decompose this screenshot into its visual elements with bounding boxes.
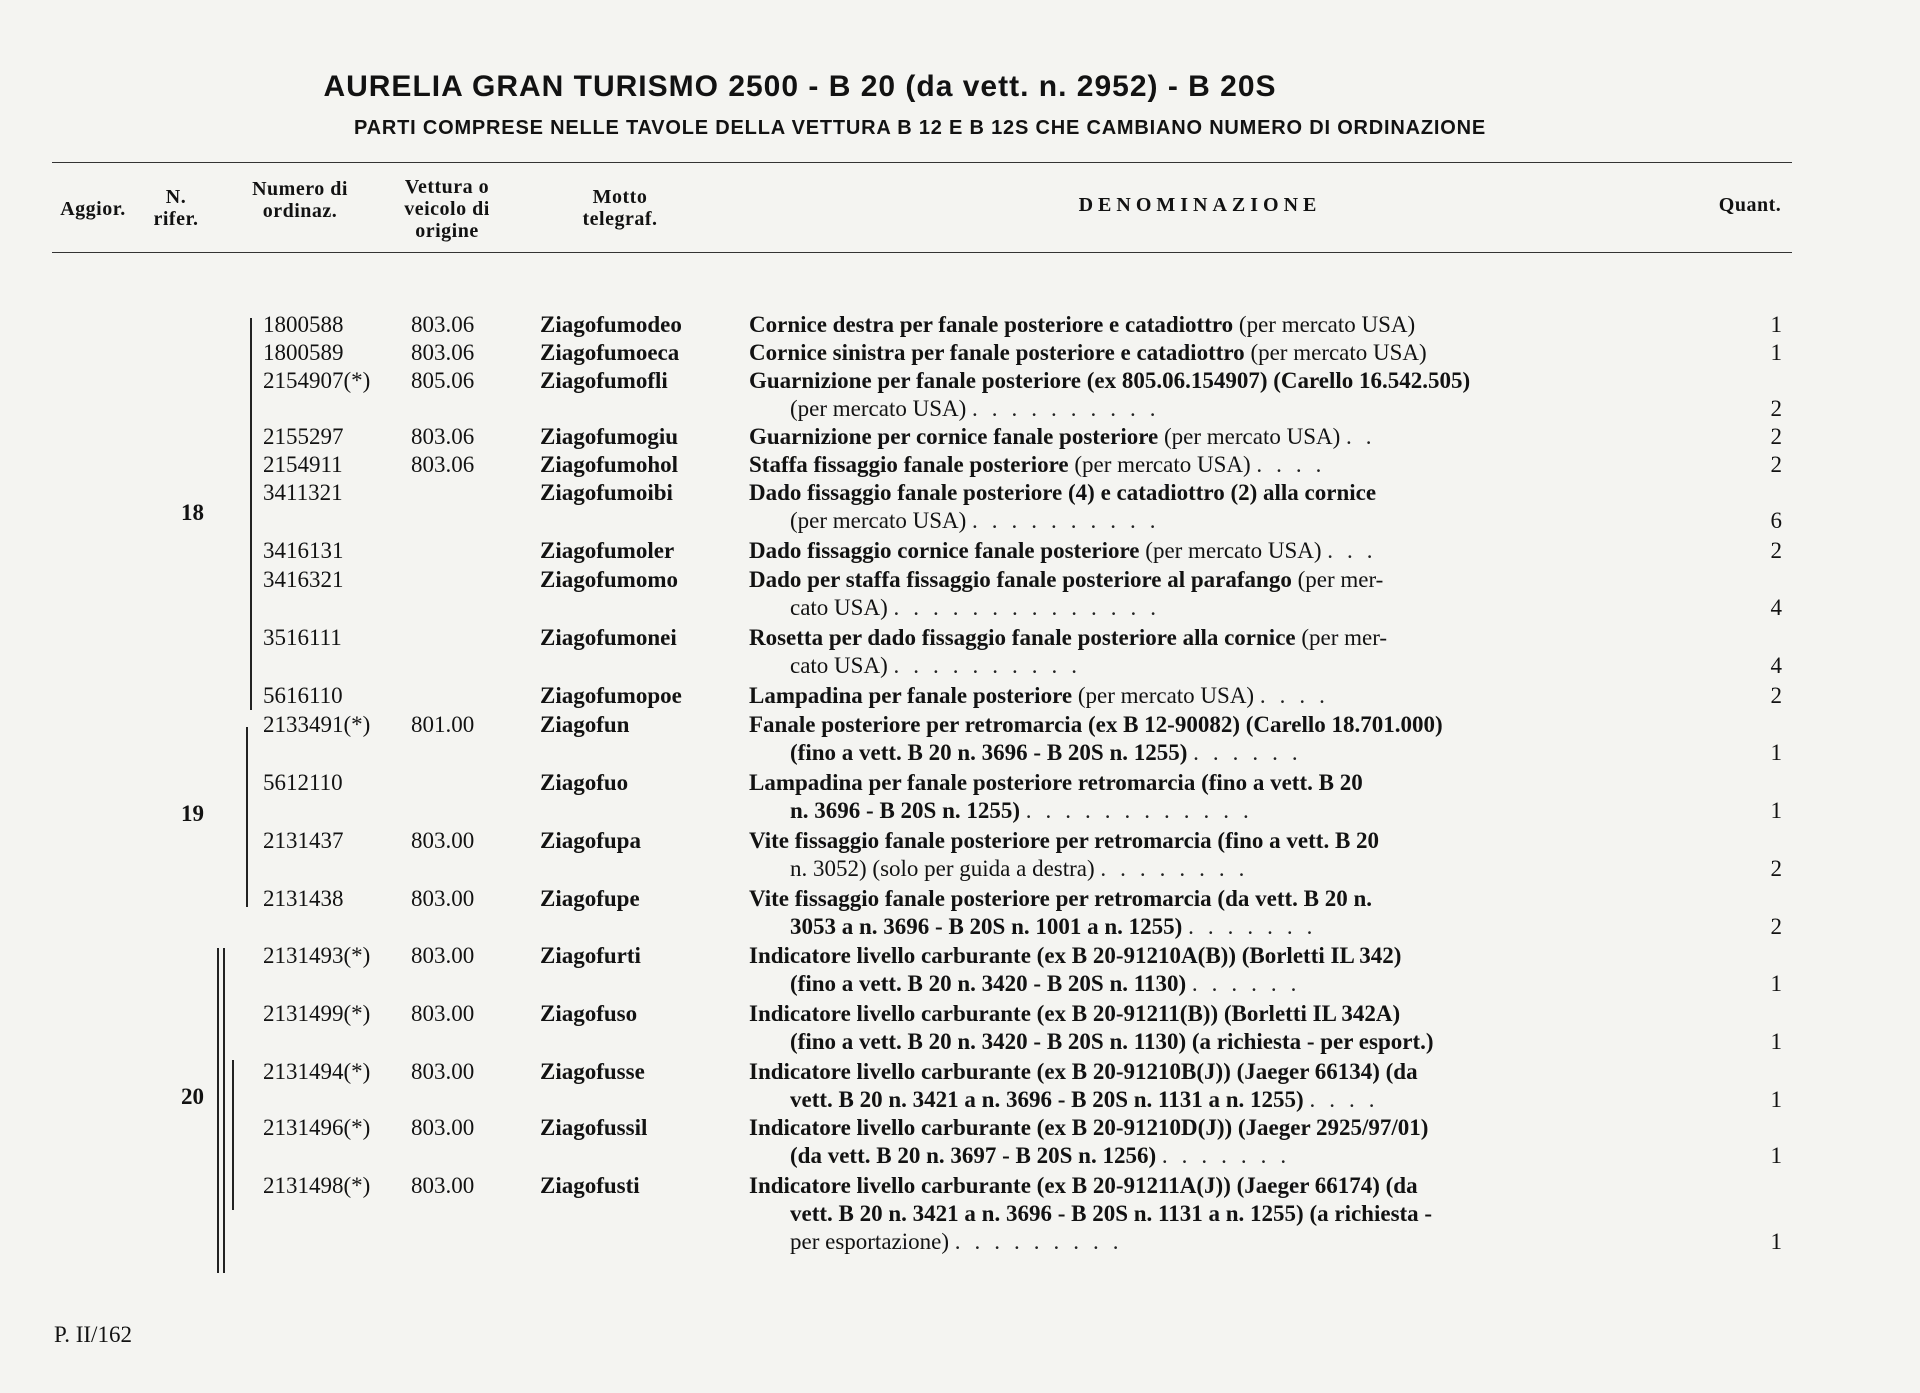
group-bracket bbox=[246, 727, 248, 907]
telegraph-code: Ziagofumoler bbox=[540, 538, 675, 563]
telegraph-code: Ziagofumonei bbox=[540, 625, 677, 650]
order-number: 3416131 bbox=[263, 538, 344, 563]
quantity: 4 bbox=[1770, 653, 1782, 678]
description: Lampadina per fanale posteriore (per mercato USA) .... bbox=[749, 683, 1339, 708]
quantity: 1 bbox=[1770, 1229, 1782, 1254]
telegraph-code: Ziagofumopoe bbox=[540, 683, 682, 708]
quantity: 2 bbox=[1770, 424, 1782, 449]
order-number: 2131499(*) bbox=[263, 1001, 371, 1026]
description: Vite fissaggio fanale posteriore per retromarcia (fino a vett. B 20 bbox=[749, 828, 1380, 853]
description: Indicatore livello carburante (ex B 20-91210B(J)) (Jaeger 66134) (da bbox=[749, 1059, 1418, 1084]
group-bracket bbox=[217, 948, 219, 1273]
description: Guarnizione per fanale posteriore (ex 805.06.154907) (Carello 16.542.505) bbox=[749, 368, 1471, 393]
description-continuation: (per mercato USA) .......... bbox=[790, 508, 1170, 533]
vehicle-origin: 803.00 bbox=[411, 1059, 475, 1084]
order-number: 2131437 bbox=[263, 828, 344, 853]
telegraph-code: Ziagofurti bbox=[540, 943, 641, 968]
telegraph-code: Ziagofuo bbox=[540, 770, 629, 795]
quantity: 1 bbox=[1770, 1087, 1782, 1112]
description-continuation: vett. B 20 n. 3421 a n. 3696 - B 20S n. 1131 a n. 1255) .... bbox=[790, 1087, 1389, 1112]
order-number: 5612110 bbox=[263, 770, 343, 795]
telegraph-code: Ziagofumogiu bbox=[540, 424, 679, 449]
order-number: 2131498(*) bbox=[263, 1173, 371, 1198]
vehicle-origin: 805.06 bbox=[411, 368, 475, 393]
telegraph-code: Ziagofumohol bbox=[540, 452, 679, 477]
description: Indicatore livello carburante (ex B 20-91211(B)) (Borletti IL 342A) bbox=[749, 1001, 1401, 1026]
header-vettura: Vettura o veicolo di origine bbox=[404, 176, 490, 242]
telegraph-code: Ziagofumomo bbox=[540, 567, 678, 592]
telegraph-code: Ziagofumofli bbox=[540, 368, 668, 393]
group-bracket bbox=[232, 1060, 234, 1210]
description-continuation: 3053 a n. 3696 - B 20S n. 1001 a n. 1255) ....... bbox=[790, 914, 1327, 939]
description-continuation: n. 3696 - B 20S n. 1255) ............ bbox=[790, 798, 1263, 823]
header-numero: Numero di ordinaz. bbox=[252, 178, 348, 222]
description-continuation: cato USA) .............. bbox=[790, 595, 1170, 620]
order-number: 2154907(*) bbox=[263, 368, 371, 393]
vehicle-origin: 803.00 bbox=[411, 1173, 475, 1198]
group-bracket bbox=[223, 948, 225, 1273]
header-bottom-rule bbox=[52, 252, 1792, 253]
header-top-rule bbox=[52, 162, 1792, 163]
order-number: 3516111 bbox=[263, 625, 342, 650]
group-number: 18 bbox=[181, 500, 204, 525]
vehicle-origin: 803.00 bbox=[411, 886, 475, 911]
order-number: 2131438 bbox=[263, 886, 344, 911]
group-number: 19 bbox=[181, 801, 204, 826]
vehicle-origin: 803.06 bbox=[411, 312, 475, 337]
telegraph-code: Ziagofumoeca bbox=[540, 340, 680, 365]
quantity: 1 bbox=[1770, 1143, 1782, 1168]
description: Indicatore livello carburante (ex B 20-91211A(J)) (Jaeger 66174) (da bbox=[749, 1173, 1418, 1198]
telegraph-code: Ziagofuso bbox=[540, 1001, 638, 1026]
page-title: AURELIA GRAN TURISMO 2500 - B 20 (da vett. n. 2952) - B 20S bbox=[323, 70, 1277, 103]
description: Cornice destra per fanale posteriore e catadiottro (per mercato USA) bbox=[749, 312, 1416, 337]
description-continuation: per esportazione) ......... bbox=[790, 1229, 1133, 1254]
description: Indicatore livello carburante (ex B 20-91210A(B)) (Borletti IL 342) bbox=[749, 943, 1402, 968]
order-number: 2131496(*) bbox=[263, 1115, 371, 1140]
quantity: 2 bbox=[1770, 683, 1782, 708]
order-number: 1800588 bbox=[263, 312, 344, 337]
order-number: 3416321 bbox=[263, 567, 344, 592]
quantity: 2 bbox=[1770, 396, 1782, 421]
telegraph-code: Ziagofusti bbox=[540, 1173, 640, 1198]
description-continuation: (fino a vett. B 20 n. 3420 - B 20S n. 1130) ...... bbox=[790, 971, 1311, 996]
vehicle-origin: 801.00 bbox=[411, 712, 475, 737]
vehicle-origin: 803.06 bbox=[411, 424, 475, 449]
quantity: 1 bbox=[1770, 971, 1782, 996]
header-denominazione: DENOMINAZIONE bbox=[1078, 194, 1322, 216]
order-number: 1800589 bbox=[263, 340, 344, 365]
quantity: 2 bbox=[1770, 452, 1782, 477]
telegraph-code: Ziagofupe bbox=[540, 886, 640, 911]
description: Dado fissaggio fanale posteriore (4) e catadiottro (2) alla cornice bbox=[749, 480, 1377, 505]
telegraph-code: Ziagofumodeo bbox=[540, 312, 682, 337]
quantity: 2 bbox=[1770, 538, 1782, 563]
telegraph-code: Ziagofun bbox=[540, 712, 630, 737]
order-number: 2131493(*) bbox=[263, 943, 371, 968]
quantity: 1 bbox=[1770, 740, 1782, 765]
quantity: 1 bbox=[1770, 340, 1782, 365]
quantity: 2 bbox=[1770, 914, 1782, 939]
description-continuation: (fino a vett. B 20 n. 3696 - B 20S n. 1255) ...... bbox=[790, 740, 1312, 765]
description: Guarnizione per cornice fanale posteriore (per mercato USA) .. bbox=[749, 424, 1386, 449]
telegraph-code: Ziagofussil bbox=[540, 1115, 648, 1140]
description: Cornice sinistra per fanale posteriore e catadiottro (per mercato USA) bbox=[749, 340, 1427, 365]
order-number: 2133491(*) bbox=[263, 712, 371, 737]
order-number: 2154911 bbox=[263, 452, 343, 477]
header-quant: Quant. bbox=[1718, 194, 1782, 216]
description: Fanale posteriore per retromarcia (ex B 12-90082) (Carello 18.701.000) bbox=[749, 712, 1443, 737]
description: Vite fissaggio fanale posteriore per retromarcia (da vett. B 20 n. bbox=[749, 886, 1373, 911]
vehicle-origin: 803.00 bbox=[411, 1001, 475, 1026]
group-bracket bbox=[250, 318, 252, 710]
quantity: 1 bbox=[1770, 1029, 1782, 1054]
header-aggior: Aggior. bbox=[60, 198, 126, 220]
description: Dado per staffa fissaggio fanale posteriore al parafango (per mer- bbox=[749, 567, 1384, 592]
order-number: 2155297 bbox=[263, 424, 344, 449]
group-number: 20 bbox=[181, 1084, 204, 1109]
vehicle-origin: 803.00 bbox=[411, 1115, 475, 1140]
description: Lampadina per fanale posteriore retromarcia (fino a vett. B 20 bbox=[749, 770, 1363, 795]
quantity: 4 bbox=[1770, 595, 1782, 620]
telegraph-code: Ziagofumoibi bbox=[540, 480, 673, 505]
description-continuation: (fino a vett. B 20 n. 3420 - B 20S n. 1130) (a richiesta - per esport.) bbox=[790, 1029, 1434, 1054]
vehicle-origin: 803.00 bbox=[411, 943, 475, 968]
order-number: 3411321 bbox=[263, 480, 343, 505]
header-motto: Motto telegraf. bbox=[582, 186, 658, 230]
page-number: P. II/162 bbox=[54, 1322, 132, 1347]
description-continuation: (per mercato USA) .......... bbox=[790, 396, 1170, 421]
quantity: 2 bbox=[1770, 856, 1782, 881]
header-rifer: N. rifer. bbox=[153, 186, 199, 230]
order-number: 5616110 bbox=[263, 683, 343, 708]
quantity: 1 bbox=[1770, 798, 1782, 823]
page-subtitle: PARTI COMPRESE NELLE TAVOLE DELLA VETTURA B 12 E B 12S CHE CAMBIANO NUMERO DI ORDINAZIONE bbox=[353, 117, 1486, 139]
description-continuation: (da vett. B 20 n. 3697 - B 20S n. 1256) ....... bbox=[790, 1143, 1301, 1168]
vehicle-origin: 803.06 bbox=[411, 452, 475, 477]
description: Dado fissaggio cornice fanale posteriore (per mercato USA) ... bbox=[749, 538, 1387, 563]
vehicle-origin: 803.00 bbox=[411, 828, 475, 853]
description-continuation: cato USA) .......... bbox=[790, 653, 1091, 678]
description: Indicatore livello carburante (ex B 20-91210D(J)) (Jaeger 2925/97/01) bbox=[749, 1115, 1429, 1140]
quantity: 1 bbox=[1770, 312, 1782, 337]
order-number: 2131494(*) bbox=[263, 1059, 371, 1084]
description: Rosetta per dado fissaggio fanale posteriore alla cornice (per mer- bbox=[749, 625, 1388, 650]
description-continuation: n. 3052) (solo per guida a destra) ........ bbox=[790, 856, 1259, 881]
telegraph-code: Ziagofupa bbox=[540, 828, 641, 853]
quantity: 6 bbox=[1770, 508, 1782, 533]
description: Staffa fissaggio fanale posteriore (per mercato USA) .... bbox=[749, 452, 1336, 477]
telegraph-code: Ziagofusse bbox=[540, 1059, 645, 1084]
description-continuation: vett. B 20 n. 3421 a n. 3696 - B 20S n. 1131 a n. 1255) (a richiesta - bbox=[790, 1201, 1433, 1226]
vehicle-origin: 803.06 bbox=[411, 340, 475, 365]
